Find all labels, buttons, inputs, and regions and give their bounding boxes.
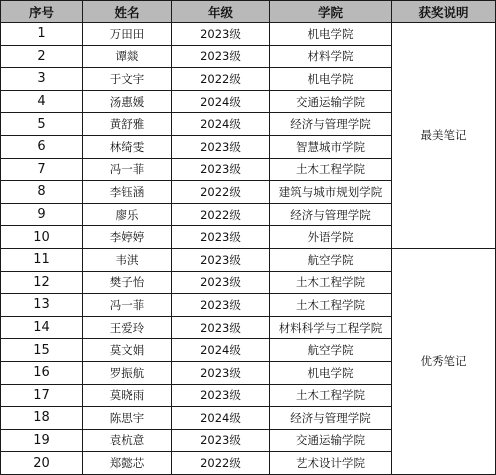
grade-cell: 2023级: [172, 135, 270, 158]
name-cell: 万田田: [83, 23, 172, 46]
header-college: 学院: [270, 1, 392, 23]
name-cell: 郑懿芯: [83, 452, 172, 475]
college-cell: 土木工程学院: [270, 294, 392, 317]
college-cell: 智慧城市学院: [270, 135, 392, 158]
name-cell: 陈思宇: [83, 407, 172, 430]
name-cell: 于文宇: [83, 68, 172, 91]
grade-cell: 2024级: [172, 113, 270, 136]
college-cell: 航空学院: [270, 339, 392, 362]
grade-cell: 2022级: [172, 68, 270, 91]
college-cell: 材料科学与工程学院: [270, 316, 392, 339]
seq-cell: 15: [1, 339, 83, 362]
seq-cell: 9: [1, 203, 83, 226]
name-cell: 莫晓雨: [83, 384, 172, 407]
grade-cell: 2023级: [172, 226, 270, 249]
grade-cell: 2023级: [172, 429, 270, 452]
seq-cell: 16: [1, 361, 83, 384]
name-cell: 谭燚: [83, 45, 172, 68]
college-cell: 机电学院: [270, 361, 392, 384]
college-cell: 机电学院: [270, 23, 392, 46]
seq-cell: 1: [1, 23, 83, 46]
header-grade: 年级: [172, 1, 270, 23]
name-cell: 罗振航: [83, 361, 172, 384]
seq-cell: 10: [1, 226, 83, 249]
name-cell: 冯一菲: [83, 158, 172, 181]
college-cell: 经济与管理学院: [270, 203, 392, 226]
college-cell: 土木工程学院: [270, 271, 392, 294]
seq-cell: 2: [1, 45, 83, 68]
name-cell: 林绮雯: [83, 135, 172, 158]
college-cell: 土木工程学院: [270, 158, 392, 181]
grade-cell: 2022级: [172, 203, 270, 226]
seq-cell: 5: [1, 113, 83, 136]
grade-cell: 2024级: [172, 339, 270, 362]
seq-cell: 7: [1, 158, 83, 181]
college-cell: 航空学院: [270, 248, 392, 271]
seq-cell: 20: [1, 452, 83, 475]
grade-cell: 2023级: [172, 23, 270, 46]
seq-cell: 17: [1, 384, 83, 407]
header-seq: 序号: [1, 1, 83, 23]
seq-cell: 6: [1, 135, 83, 158]
seq-cell: 12: [1, 271, 83, 294]
name-cell: 黄舒雅: [83, 113, 172, 136]
table-header: [1, 1, 496, 23]
college-cell: 材料学院: [270, 45, 392, 68]
college-cell: 交通运输学院: [270, 429, 392, 452]
seq-cell: 3: [1, 68, 83, 91]
grade-cell: 2023级: [172, 384, 270, 407]
grade-cell: 2023级: [172, 294, 270, 317]
college-cell: 经济与管理学院: [270, 407, 392, 430]
name-cell: 樊子怡: [83, 271, 172, 294]
college-cell: 经济与管理学院: [270, 113, 392, 136]
name-cell: 莫文娟: [83, 339, 172, 362]
grade-cell: 2024级: [172, 90, 270, 113]
name-cell: 李婷婷: [83, 226, 172, 249]
grade-cell: 2023级: [172, 271, 270, 294]
grade-cell: 2023级: [172, 316, 270, 339]
header-name: 姓名: [83, 1, 172, 23]
grade-cell: 2023级: [172, 361, 270, 384]
seq-cell: 4: [1, 90, 83, 113]
grade-cell: 2023级: [172, 158, 270, 181]
name-cell: 李钰涵: [83, 181, 172, 204]
header-row: [1, 1, 496, 23]
seq-cell: 13: [1, 294, 83, 317]
grade-cell: 2023级: [172, 45, 270, 68]
seq-cell: 19: [1, 429, 83, 452]
grade-cell: 2022级: [172, 181, 270, 204]
college-cell: 建筑与城市规划学院: [270, 181, 392, 204]
seq-cell: 18: [1, 407, 83, 430]
college-cell: 土木工程学院: [270, 384, 392, 407]
table-row: [1, 248, 496, 271]
seq-cell: 11: [1, 248, 83, 271]
name-cell: 汤惠媛: [83, 90, 172, 113]
award-description-cell: 优秀笔记: [392, 248, 496, 474]
seq-cell: 14: [1, 316, 83, 339]
college-cell: 艺术设计学院: [270, 452, 392, 475]
name-cell: 廖乐: [83, 203, 172, 226]
table-row: [1, 23, 496, 46]
table-body: [1, 23, 496, 475]
header-award: 获奖说明: [392, 1, 496, 23]
grade-cell: 2024级: [172, 407, 270, 430]
name-cell: 王爱玲: [83, 316, 172, 339]
college-cell: 外语学院: [270, 226, 392, 249]
seq-cell: 8: [1, 181, 83, 204]
name-cell: 冯一菲: [83, 294, 172, 317]
grade-cell: 2023级: [172, 248, 270, 271]
award-description-cell: 最美笔记: [392, 23, 496, 249]
college-cell: 机电学院: [270, 68, 392, 91]
name-cell: 袁杭意: [83, 429, 172, 452]
college-cell: 交通运输学院: [270, 90, 392, 113]
name-cell: 韦淇: [83, 248, 172, 271]
grade-cell: 2022级: [172, 452, 270, 475]
